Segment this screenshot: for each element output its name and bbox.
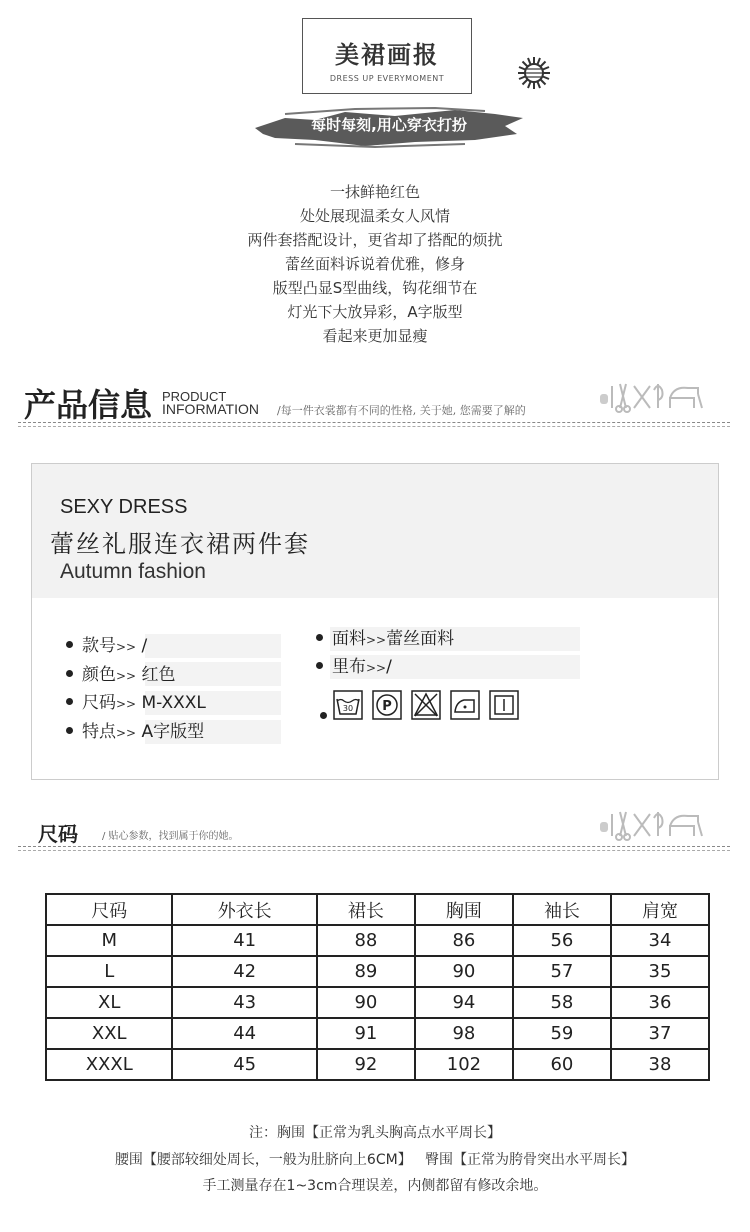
product-season: Autumn fashion: [60, 560, 206, 583]
table-cell: XXL: [46, 1018, 172, 1049]
column-header: 袖长: [513, 894, 611, 925]
product-en-name: SEXY DRESS: [60, 496, 188, 518]
table-cell: 36: [611, 987, 709, 1018]
table-cell: 90: [415, 956, 513, 987]
product-cn-name: 蕾丝礼服连衣裙两件套: [50, 530, 310, 558]
section-divider: [18, 846, 730, 847]
attr-value: 红色: [141, 665, 176, 685]
table-cell: 45: [172, 1049, 316, 1080]
attr-size: [66, 690, 206, 716]
table-cell: 98: [415, 1018, 513, 1049]
size-section-tagline: / 贴心参数，找到属于你的她。: [102, 831, 239, 842]
product-info-title: 产品信息: [24, 386, 153, 424]
brand-logo-box: [302, 18, 472, 94]
no-bleach-icon: [411, 690, 441, 720]
description-line: 一抹鲜艳红色: [329, 183, 420, 201]
attr-arrow: >>: [116, 726, 137, 740]
column-header: 外衣长: [172, 894, 316, 925]
bullet-icon: [316, 634, 323, 641]
attr-arrow: >>: [116, 640, 137, 654]
table-row: [46, 925, 709, 956]
attr-label: 款号: [82, 636, 116, 656]
table-header-row: [46, 894, 709, 925]
dry-clean-letter: P: [382, 699, 392, 714]
attr-value-bg: [145, 634, 281, 658]
table-cell: 57: [513, 956, 611, 987]
attr-label: 面料: [332, 629, 366, 649]
bullet-icon: [66, 698, 73, 705]
table-cell: 102: [415, 1049, 513, 1080]
attr-label: 里布: [332, 657, 366, 677]
table-cell: L: [46, 956, 172, 987]
column-header: 胸围: [415, 894, 513, 925]
table-cell: 56: [513, 925, 611, 956]
table-cell: 37: [611, 1018, 709, 1049]
sewing-tools-icon: [598, 378, 720, 414]
bullet-icon: [320, 712, 327, 719]
product-info-en-line1: PRODUCT: [162, 389, 227, 404]
tumble-dry-icon: [489, 690, 519, 720]
table-cell: XL: [46, 987, 172, 1018]
table-cell: 43: [172, 987, 316, 1018]
description-line: 版型凸显S型曲线，钩花细节在: [272, 279, 478, 297]
table-cell: 89: [317, 956, 415, 987]
wash-temp-label: 30: [342, 704, 354, 713]
description-line: 处处展现温柔女人风情: [299, 207, 450, 225]
size-section-title: 尺码: [38, 822, 78, 846]
attr-feature: [66, 719, 204, 745]
table-cell: M: [46, 925, 172, 956]
measurement-note: 手工测量存在1~3cm合理误差，内侧都留有修改余地。: [202, 1178, 548, 1194]
product-description: [0, 180, 750, 348]
iron-icon: [450, 690, 480, 720]
size-table: [45, 893, 710, 1081]
table-row: [46, 1049, 709, 1080]
table-cell: 34: [611, 925, 709, 956]
table-cell: 86: [415, 925, 513, 956]
attr-value: /: [141, 636, 148, 656]
table-cell: 44: [172, 1018, 316, 1049]
description-line: 灯光下大放异彩，A字版型: [287, 303, 463, 321]
brand-title: 美裙画报: [335, 41, 439, 69]
attr-label: 尺码: [82, 693, 116, 713]
table-cell: 92: [317, 1049, 415, 1080]
bullet-icon: [316, 662, 323, 669]
table-row: [46, 1018, 709, 1049]
column-header: 裙长: [317, 894, 415, 925]
bullet-icon: [66, 727, 73, 734]
product-info-tagline: /每一件衣裳都有不同的性格, 关于她, 您需要了解的: [277, 404, 526, 417]
attr-value: A字版型: [141, 722, 205, 742]
table-cell: 90: [317, 987, 415, 1018]
sun-icon: [517, 56, 551, 90]
slogan-text: 每时每刻,用心穿衣打扮: [311, 116, 467, 134]
attr-label: 颜色: [82, 665, 116, 685]
description-line: 蕾丝面料诉说着优雅，修身: [284, 255, 465, 273]
table-cell: 60: [513, 1049, 611, 1080]
table-row: [46, 956, 709, 987]
attr-value: M-XXXL: [141, 693, 206, 713]
measurement-note: 腰围【腰部较细处周长，一般为肚脐向上6CM】 臀围【正常为胯骨突出水平周长】: [114, 1152, 636, 1168]
attr-arrow: >>: [116, 697, 137, 711]
table-cell: 91: [317, 1018, 415, 1049]
sewing-tools-icon: [598, 806, 720, 842]
table-cell: 35: [611, 956, 709, 987]
table-cell: 42: [172, 956, 316, 987]
table-cell: 38: [611, 1049, 709, 1080]
table-cell: 41: [172, 925, 316, 956]
table-row: [46, 987, 709, 1018]
attr-style-number: [66, 633, 147, 659]
attr-color: [66, 662, 176, 688]
section-divider: [18, 422, 730, 423]
section-divider: [18, 426, 730, 427]
column-header: 尺码: [46, 894, 172, 925]
wash-30-icon: [333, 690, 363, 720]
attr-arrow: >>: [366, 633, 387, 647]
bullet-icon: [66, 670, 73, 677]
attr-label: 特点: [82, 722, 116, 742]
description-line: 看起来更加显瘦: [322, 327, 428, 345]
attr-arrow: >>: [116, 669, 137, 683]
table-cell: XXXL: [46, 1049, 172, 1080]
section-divider: [18, 850, 730, 851]
table-cell: 59: [513, 1018, 611, 1049]
attr-lining: [316, 654, 392, 680]
attr-value: /: [386, 657, 392, 677]
attr-arrow: >>: [366, 661, 387, 675]
table-cell: 94: [415, 987, 513, 1018]
attr-value: 蕾丝面料: [386, 629, 455, 649]
product-info-en-line2: INFORMATION: [162, 401, 259, 417]
column-header: 肩宽: [611, 894, 709, 925]
measurement-note: 注：胸围【正常为乳头胸高点水平周长】: [249, 1125, 501, 1141]
description-line: 两件套搭配设计，更省却了搭配的烦扰: [247, 231, 503, 249]
bullet-icon: [66, 641, 73, 648]
product-info-en-title: [162, 390, 259, 416]
dry-clean-p-icon: [372, 690, 402, 720]
table-cell: 88: [317, 925, 415, 956]
brand-subtitle: DRESS UP EVERYMOMENT: [329, 74, 445, 83]
table-cell: 58: [513, 987, 611, 1018]
attr-fabric: [316, 626, 454, 652]
